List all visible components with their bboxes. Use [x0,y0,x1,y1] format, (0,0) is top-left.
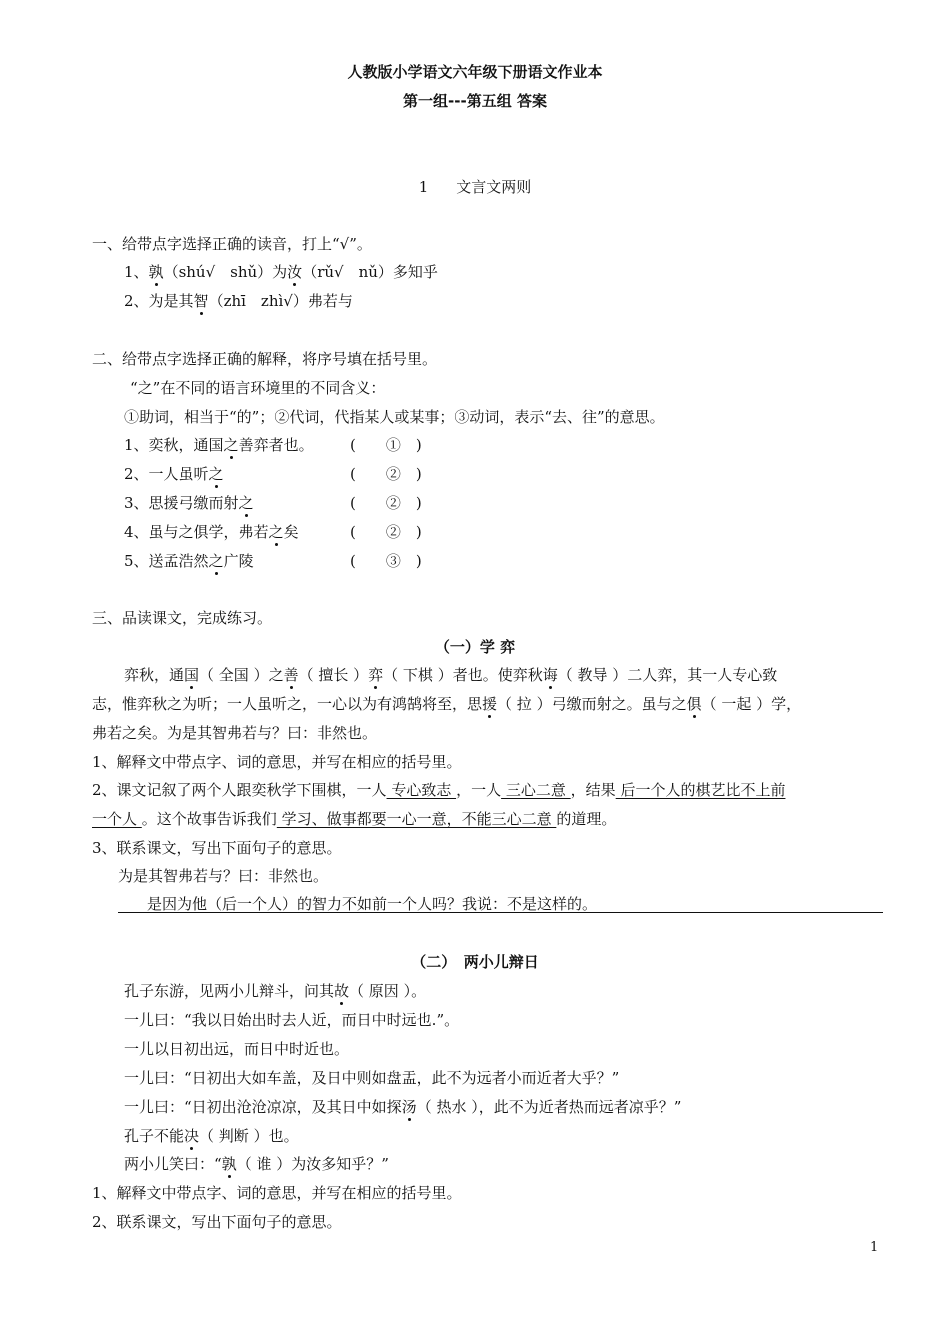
q2-item: 5、送孟浩然之广陵 [124,552,254,570]
dotted-char: 之 [208,465,224,483]
dotted-char: 之 [208,552,224,570]
dotted-char: 之 [223,436,239,454]
q2-answer: ( ② ) [350,523,422,541]
answer-underline [118,912,883,913]
lesson-heading [0,177,950,197]
q2-item: 4、虽与之俱学，弗若之矣 [124,523,299,541]
passage-line: 弗若之矣。为是其智弗若与？曰：非然也。 [92,724,378,742]
passage-line: 弈秋，通国（ 全国 ）之善（ 擅长 ）弈（ 下棋 ）者也。使弈秋诲（ 教导 ）二人弈，其一人专心致 [124,666,778,684]
exercise-answer: 是因为他（后一个人）的智力不如前一个人吗？我说：不是这样的。 [147,895,598,913]
passage-line: 孔子东游，见两小儿辩斗，问其故（ 原因 ）。 [124,982,427,1000]
dotted-char: 之 [238,494,254,512]
q1-heading: 一、给带点字选择正确的读音，打上“√”。 [92,235,372,253]
passage-line: 一儿曰：“日初出沧沧凉凉，及其日中如探汤（ 热水 ），此不为近者热而远者凉乎？” [124,1098,682,1116]
dotted-char: 智 [193,292,209,310]
passage-line: 志，惟弈秋之为听；一人虽听之，一心以为有鸿鹄将至，思援（ 拉 ）弓缴而射之。虽与之俱（ 一起 ）学， [92,695,802,713]
q2-item: 3、思援弓缴而射之 [124,494,254,512]
q2-answer: ( ② ) [350,465,422,483]
q1-item-1: 1、孰（shú√ shǔ）为汝（rǔ√ nǔ）多知乎 [124,263,438,281]
section-title-xueyi: （一）学 弈 [434,638,516,656]
passage-line: 一儿曰：“日初出大如车盖，及日中则如盘盂，此不为远者小而近者大乎？” [124,1069,620,1087]
q2-intro: “之”在不同的语言环境里的不同含义： [130,379,386,397]
exercise-line: 1、解释文中带点字、词的意思，并写在相应的括号里。 [92,753,462,771]
exercise-line: 2、联系课文，写出下面句子的意思。 [92,1213,342,1231]
exercise-line: 3、联系课文，写出下面句子的意思。 [92,839,342,857]
q2-answer: ( ③ ) [350,552,422,570]
dotted-char: 汝 [287,263,303,281]
q3-heading: 三、品读课文，完成练习。 [92,609,273,627]
q2-heading: 二、给带点字选择正确的解释，将序号填在括号里。 [92,350,438,368]
document-subtitle: 第一组---第五组 答案 [403,92,547,110]
exercise-line: 一个人 。这个故事告诉我们 学习、做事都要一心一意，不能三心二意 的道理。 [92,810,617,828]
passage-line: 两小儿笑曰：“孰（ 谁 ）为汝多知乎？” [124,1155,389,1173]
passage-line: 孔子不能决（ 判断 ）也。 [124,1127,299,1145]
passage-line: 一儿曰：“我以日始出时去人近，而日中时远也.”。 [124,1011,460,1029]
exercise-question: 为是其智弗若与？曰：非然也。 [118,867,329,885]
lesson-number: 1 [418,178,429,196]
q2-answer: ( ② ) [350,494,422,512]
q2-meanings: ①助词，相当于“的”；②代词，代指某人或某事；③动词，表示“去、往”的意思。 [124,408,665,426]
q2-answer: ( ① ) [350,436,422,454]
lesson-title: 文言文两则 [456,178,532,196]
q1-item-2: 2、为是其智（zhī zhì√）弗若与 [124,292,353,310]
passage-line: 一儿以日初出远，而日中时近也。 [124,1040,350,1058]
q2-item: 2、一人虽听之 [124,465,224,483]
dotted-char: 孰 [148,263,164,281]
exercise-line: 2、课文记叙了两个人跟奕秋学下围棋，一人 专心致志 ，一人 三心二意 ，结果 后一个人的棋艺比不上前 [92,781,786,799]
q2-item: 1、奕秋，通国之善弈者也。 [124,436,314,454]
section-title-liangxiaoer: （二） 两小儿辩日 [411,953,539,971]
dotted-char: 之 [268,523,284,541]
document-title: 人教版小学语文六年级下册语文作业本 [347,63,603,81]
page-number: 1 [870,1240,879,1255]
exercise-line: 1、解释文中带点字、词的意思，并写在相应的括号里。 [92,1184,462,1202]
